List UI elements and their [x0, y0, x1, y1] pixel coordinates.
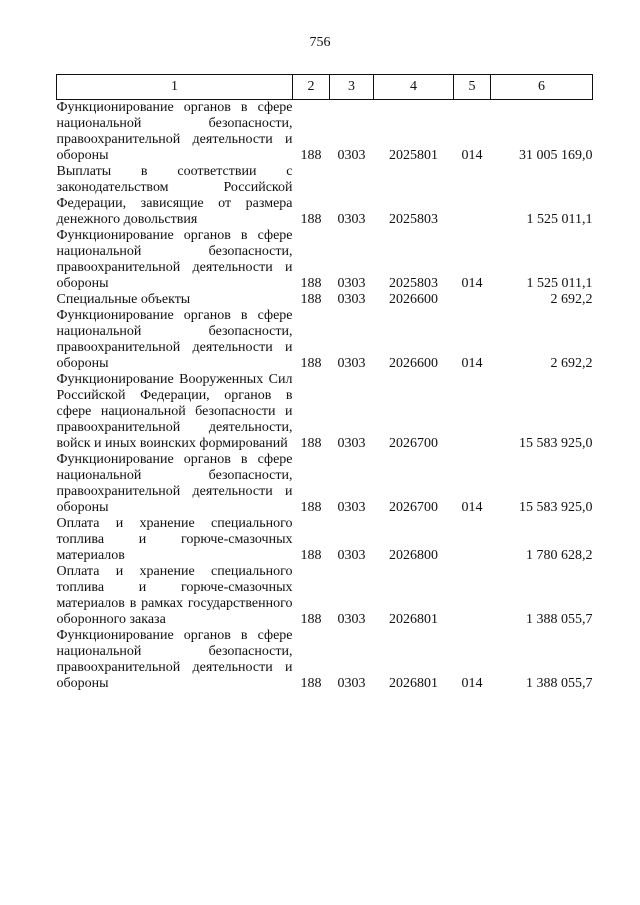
page-number: 756 — [309, 35, 331, 50]
row-description: Оплата и хранение специального топлива и горюче-смазочных материалов в рамках государственного оборонного заказа — [56, 564, 293, 627]
table-row — [57, 452, 593, 516]
row-col-2: 188 — [300, 548, 322, 563]
row-col-4: 2026700 — [389, 436, 438, 451]
table-row — [57, 564, 593, 628]
row-col-5 — [454, 164, 491, 228]
row-col-3: 0303 — [337, 212, 366, 227]
row-col-2: 188 — [300, 292, 322, 307]
row-col-5 — [454, 292, 491, 308]
budget-table — [56, 74, 593, 692]
row-col-4: 2026801 — [389, 676, 438, 691]
row-description: Функционирование органов в сфере национальной безопасности, правоохранительной деятельности и обороны — [56, 100, 293, 163]
table-row — [57, 292, 593, 308]
row-col-5: 014 — [461, 356, 483, 371]
row-amount: 1 780 628,2 — [526, 548, 593, 563]
row-col-2: 188 — [300, 212, 322, 227]
row-amount: 15 583 925,0 — [519, 436, 593, 451]
row-col-3: 0303 — [337, 612, 366, 627]
row-col-3: 0303 — [337, 276, 366, 291]
row-col-2: 188 — [300, 612, 322, 627]
row-amount: 1 525 011,1 — [526, 276, 593, 291]
row-col-4: 2025801 — [389, 148, 438, 163]
row-col-3: 0303 — [337, 292, 366, 307]
row-col-3: 0303 — [337, 500, 366, 515]
row-amount: 31 005 169,0 — [519, 148, 593, 163]
row-col-3: 0303 — [337, 356, 366, 371]
header-col-1: 1 — [57, 75, 293, 100]
row-col-5: 014 — [461, 500, 483, 515]
row-col-5 — [454, 564, 491, 628]
table-row — [57, 100, 593, 165]
row-description: Специальные объекты — [56, 292, 191, 307]
row-description: Функционирование органов в сфере национальной безопасности, правоохранительной деятельности и обороны — [56, 308, 293, 371]
row-col-3: 0303 — [337, 436, 366, 451]
row-amount: 2 692,2 — [550, 356, 593, 371]
row-description: Функционирование Вооруженных Сил Российской Федерации, органов в сфере национальной безопасности и правоохранительной деятельности, войск и иных воинских формирований — [56, 372, 293, 451]
row-description: Функционирование органов в сфере национальной безопасности, правоохранительной деятельности и обороны — [56, 228, 293, 291]
row-col-4: 2026700 — [389, 500, 438, 515]
table-header-row — [57, 75, 593, 100]
row-col-2: 188 — [300, 676, 322, 691]
row-description: Функционирование органов в сфере национальной безопасности, правоохранительной деятельности и обороны — [56, 628, 293, 691]
row-col-5 — [454, 372, 491, 452]
row-col-3: 0303 — [337, 676, 366, 691]
row-description: Функционирование органов в сфере национальной безопасности, правоохранительной деятельности и обороны — [56, 452, 293, 515]
row-col-5: 014 — [461, 676, 483, 691]
table-row — [57, 372, 593, 452]
row-col-3: 0303 — [337, 148, 366, 163]
row-col-4: 2026600 — [389, 292, 438, 307]
row-col-2: 188 — [300, 356, 322, 371]
row-col-2: 188 — [300, 500, 322, 515]
row-col-2: 188 — [300, 436, 322, 451]
row-description: Выплаты в соответствии с законодательством Российской Федерации, зависящие от размера денежного довольствия — [56, 164, 293, 227]
header-col-4: 4 — [374, 75, 454, 100]
row-col-4: 2025803 — [389, 276, 438, 291]
row-amount: 1 388 055,7 — [526, 612, 593, 627]
header-col-6: 6 — [491, 75, 593, 100]
table-row — [57, 516, 593, 564]
row-col-2: 188 — [300, 148, 322, 163]
header-col-5: 5 — [454, 75, 491, 100]
row-col-4: 2025803 — [389, 212, 438, 227]
row-col-2: 188 — [300, 276, 322, 291]
row-col-5 — [454, 516, 491, 564]
table-row — [57, 164, 593, 228]
table-row — [57, 308, 593, 372]
row-col-4: 2026801 — [389, 612, 438, 627]
row-amount: 1 388 055,7 — [526, 676, 593, 691]
table-row — [57, 228, 593, 292]
row-amount: 2 692,2 — [550, 292, 593, 307]
row-col-5: 014 — [461, 148, 483, 163]
row-description: Оплата и хранение специального топлива и горюче-смазочных материалов — [56, 516, 293, 563]
row-amount: 15 583 925,0 — [519, 500, 593, 515]
row-amount: 1 525 011,1 — [526, 212, 593, 227]
row-col-5: 014 — [461, 276, 483, 291]
header-col-2: 2 — [293, 75, 330, 100]
table-row — [57, 628, 593, 692]
row-col-3: 0303 — [337, 548, 366, 563]
row-col-4: 2026800 — [389, 548, 438, 563]
row-col-4: 2026600 — [389, 356, 438, 371]
header-col-3: 3 — [330, 75, 374, 100]
